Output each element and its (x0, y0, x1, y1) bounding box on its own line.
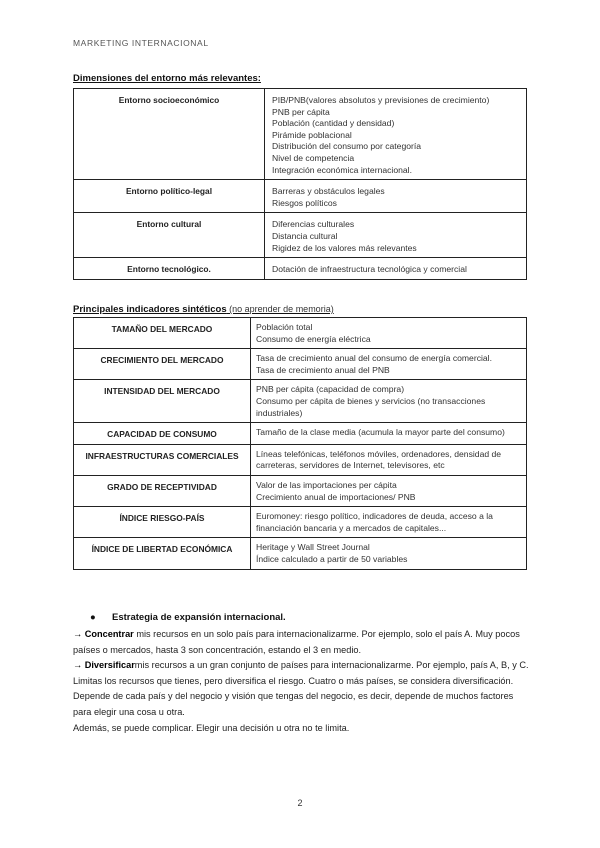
row-label: Entorno tecnológico. (74, 258, 265, 280)
row-label: Entorno cultural (74, 213, 265, 258)
row-label: ÍNDICE DE LIBERTAD ECONÓMICA (74, 538, 251, 569)
row-values (251, 538, 527, 569)
row-values (251, 380, 527, 423)
table-row (74, 423, 527, 445)
strategy-heading (90, 612, 286, 623)
paragraph: Limitas los recursos que tienes, pero diversifica el riesgo. Cuatro o más países, se considera diversificación. (73, 675, 514, 686)
row-value-line: Índice calculado a partir de 50 variables (256, 553, 408, 564)
indicadores-table (73, 317, 527, 570)
section-title-dimensiones: Dimensiones del entorno más relevantes: (73, 73, 261, 84)
row-values (265, 180, 527, 213)
paragraph-text: mis recursos en un solo país para internacionalizarme. Por ejemplo, solo el país A. Muy pocos países o mercados, hasta 3 son concentración, estando el 3 en medio. (73, 629, 520, 655)
paragraph: Además, se puede complicar. Elegir una decisión u otra no te limita. (73, 722, 350, 733)
row-value-line: Consumo per cápita de bienes y servicios (no transacciones industriales) (256, 395, 486, 418)
row-value-line: Dotación de infraestructura tecnológica y comercial (272, 264, 467, 275)
paragraph-diversificar (73, 658, 533, 674)
row-label: Entorno político-legal (74, 180, 265, 213)
table-row (74, 507, 527, 538)
row-label: CAPACIDAD DE CONSUMO (74, 423, 251, 445)
row-value-line: PNB per cápita (capacidad de compra) (256, 384, 405, 395)
row-value-line: Consumo de energía eléctrica (256, 333, 371, 344)
table-row (74, 349, 527, 380)
row-label: CRECIMIENTO DEL MERCADO (74, 349, 251, 380)
row-value-line: Nivel de competencia (272, 152, 355, 163)
row-value-line: Población (cantidad y densidad) (272, 118, 395, 129)
table-row (74, 475, 527, 506)
paragraph-text: mis recursos a un gran conjunto de países para internacionalizarme. Por ejemplo, país A, B, y C. (134, 660, 529, 671)
paragraph-concentrar (73, 627, 533, 658)
row-values (251, 318, 527, 349)
row-label: INFRAESTRUCTURAS COMERCIALES (74, 444, 251, 475)
section-title-text: Principales indicadores sintéticos (73, 304, 227, 315)
body-text (73, 627, 533, 736)
row-label: GRADO DE RECEPTIVIDAD (74, 475, 251, 506)
row-value-line: Tasa de crecimiento anual del consumo de energía comercial. (256, 353, 492, 364)
section-title-note: (no aprender de memoria) (226, 304, 334, 314)
table-row (74, 89, 527, 180)
running-header: MARKETING INTERNACIONAL (73, 38, 209, 48)
row-values (251, 507, 527, 538)
strategy-heading-text: Estrategia de expansión internacional. (112, 612, 286, 623)
row-value-line: Integración económica internacional. (272, 164, 412, 175)
paragraph: Depende de cada país y del negocio y visión que tengas del negocio, es decir, depende de muchos factores para elegir una cosa u otra. (73, 691, 514, 717)
row-value-line: PNB per cápita (272, 106, 330, 117)
row-label: TAMAÑO DEL MERCADO (74, 318, 251, 349)
section-title-indicadores (73, 304, 334, 315)
row-value-line: Heritage y Wall Street Journal (256, 542, 370, 553)
table-row (74, 538, 527, 569)
term-concentrar: → Concentrar (73, 629, 134, 639)
bullet-icon: ● (90, 612, 96, 623)
row-values (251, 444, 527, 475)
row-values (265, 213, 527, 258)
row-value-line: Rigidez de los valores más relevantes (272, 242, 417, 253)
row-value-line: Crecimiento anual de importaciones/ PNB (256, 491, 416, 502)
entorno-table (73, 88, 527, 280)
table-row (74, 318, 527, 349)
row-values (265, 89, 527, 180)
row-value-line: Euromoney: riesgo político, indicadores de deuda, acceso a la financiación bancaria y a mercados de capitales... (256, 511, 493, 533)
row-value-line: PIB/PNB(valores absolutos y previsiones de crecimiento) (272, 95, 490, 105)
row-value-line: Tasa de crecimiento anual del PNB (256, 364, 390, 375)
table-row (74, 180, 527, 213)
row-value-line: Población total (256, 322, 313, 332)
row-value-line: Valor de las importaciones per cápita (256, 479, 397, 490)
row-label: INTENSIDAD DEL MERCADO (74, 380, 251, 423)
row-value-line: Pirámide poblacional (272, 129, 352, 140)
row-value-line: Diferencias culturales (272, 219, 355, 230)
row-values (251, 475, 527, 506)
table-row (74, 213, 527, 258)
row-values (251, 349, 527, 380)
row-value-line: Barreras y obstáculos legales (272, 186, 385, 197)
table-row (74, 444, 527, 475)
row-label: ÍNDICE RIESGO-PAÍS (74, 507, 251, 538)
term-diversificar: → Diversificar (73, 660, 135, 671)
row-values (251, 423, 527, 445)
row-values (265, 258, 527, 280)
row-value-line: Líneas telefónicas, teléfonos móviles, ordenadores, densidad de carreteras, servidores de Internet, televisores, etc (256, 448, 502, 471)
row-value-line: Distancia cultural (272, 230, 338, 241)
row-value-line: Tamaño de la clase media (acumula la mayor parte del consumo) (256, 427, 505, 438)
row-value-line: Riesgos políticos (272, 197, 337, 208)
row-label: Entorno socioeconómico (74, 89, 265, 180)
page-number: 2 (297, 798, 303, 808)
row-value-line: Distribución del consumo por categoría (272, 141, 422, 152)
table-row (74, 258, 527, 280)
table-row (74, 380, 527, 423)
